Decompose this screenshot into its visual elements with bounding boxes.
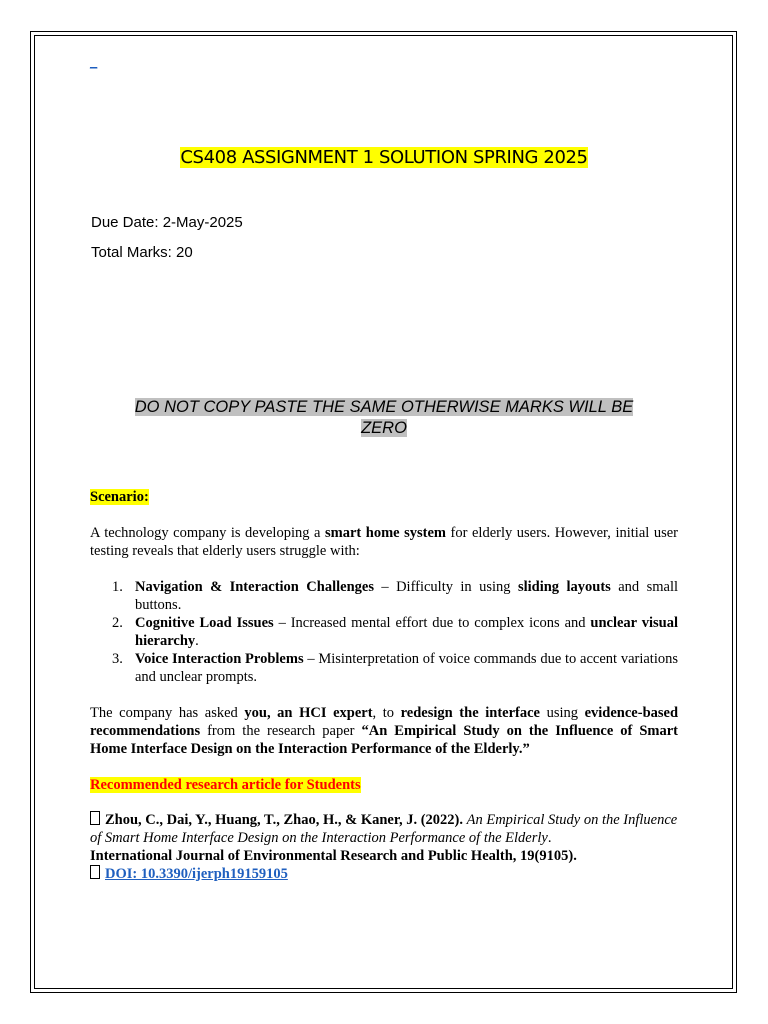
scenario-intro: [90, 524, 678, 560]
list-item-title: Voice Interaction Problems: [135, 651, 304, 667]
checkbox-glyph-icon: [90, 865, 100, 879]
list-number: 3.: [112, 651, 123, 667]
citation-title: An Empirical Study on the Influence of Smart Home Interface Design on the Interaction Performance of the Elderly: [90, 812, 678, 846]
due-date: Due Date: 2-May-2025: [91, 214, 243, 231]
recommended-heading-line: [90, 776, 678, 794]
scenario-heading: Scenario:: [90, 489, 149, 505]
citation: [90, 811, 690, 883]
total-marks: Total Marks: 20: [91, 244, 193, 261]
recommended-heading: Recommended research article for Students: [90, 777, 361, 793]
list-item-text: – Misinterpretation of voice commands due to accent variations and unclear prompts.: [135, 651, 678, 685]
para-text: , to: [372, 705, 401, 721]
top-link-mark[interactable]: _: [90, 54, 98, 69]
challenge-list: [90, 578, 678, 686]
doi-link[interactable]: DOI: 10.3390/ijerph19159105: [105, 866, 288, 882]
list-item: [90, 650, 678, 686]
document-title-line: [0, 147, 768, 168]
copy-warning: DO NOT COPY PASTE THE SAME OTHERWISE MARKS WILL BE ZERO: [134, 398, 634, 437]
intro-text-1: A technology company is developing a: [90, 525, 325, 541]
intro-bold: smart home system: [325, 525, 447, 541]
citation-title-end: .: [547, 830, 552, 846]
para-text: The company has asked: [90, 705, 245, 721]
para-bold: evidence-based recommendations: [90, 705, 679, 739]
list-item-text-end: and small buttons.: [135, 579, 679, 613]
intro-text-2: for elderly users. However, initial user testing reveals that elderly users struggle with:: [90, 525, 678, 559]
list-item-text: – Difficulty in using: [373, 579, 518, 595]
list-item: [90, 614, 678, 650]
list-item-text-end: .: [195, 633, 199, 649]
list-item-bold: unclear visual hierarchy: [135, 615, 679, 649]
list-item: [90, 578, 678, 614]
para-bold: “An Empirical Study on the Influence of Smart Home Interface Design on the Interaction Performance of the Elderly.”: [90, 723, 678, 757]
list-item-bold: sliding layouts: [517, 579, 611, 595]
document-title: CS408 ASSIGNMENT 1 SOLUTION SPRING 2025: [180, 147, 588, 168]
list-number: 1.: [112, 579, 123, 595]
para-bold: you, an HCI expert: [244, 705, 373, 721]
list-item-title: Cognitive Load Issues: [135, 615, 274, 631]
citation-journal: International Journal of Environmental Research and Public Health, 19(9105).: [90, 848, 577, 864]
para-text: using: [539, 705, 585, 721]
checkbox-glyph-icon: [90, 811, 100, 825]
para-text: from the research paper: [200, 723, 362, 739]
citation-authors: Zhou, C., Dai, Y., Huang, T., Zhao, H., & Kaner, J. (2022).: [105, 812, 463, 828]
para-bold: redesign the interface: [400, 705, 540, 721]
copy-warning-block: [110, 397, 658, 439]
list-number: 2.: [112, 615, 123, 631]
request-paragraph: [90, 704, 678, 758]
scenario-heading-line: [90, 488, 678, 506]
list-item-title: Navigation & Interaction Challenges: [135, 579, 374, 595]
list-item-text: – Increased mental effort due to complex icons and: [273, 615, 591, 631]
